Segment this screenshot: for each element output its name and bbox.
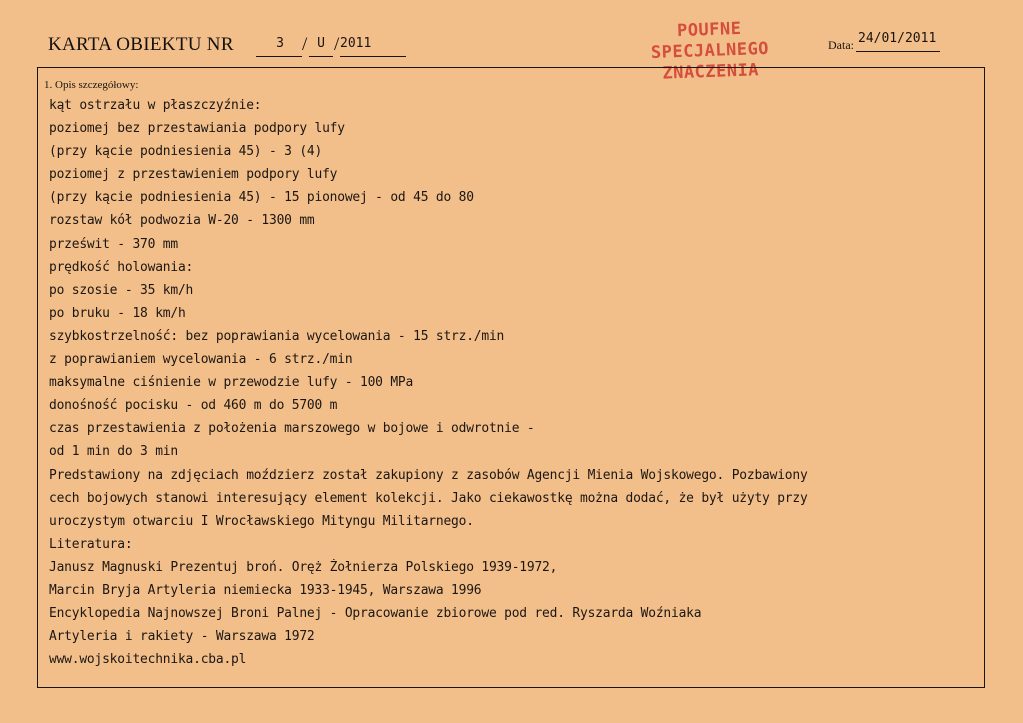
description-line: z poprawianiem wycelowania - 6 strz./min <box>49 352 353 368</box>
section-label: 1. Opis szczegółowy: <box>44 79 139 91</box>
description-line: maksymalne ciśnienie w przewodzie lufy - 100 MPa <box>49 375 414 391</box>
description-line: uroczystym otwarciu I Wrocławskiego Mityngu Militarnego. <box>49 513 474 529</box>
description-line: Marcin Bryja Artyleria niemiecka 1933-1945, Warszawa 1996 <box>49 582 482 598</box>
description-line: cech bojowych stanowi interesujący element kolekcji. Jako ciekawostkę można dodać, że był użyty przy <box>49 490 808 506</box>
description-line: rozstaw kół podwozia W-20 - 1300 mm <box>49 213 315 229</box>
description-line: szybkostrzelność: bez poprawiania wycelowania - 15 strz./min <box>49 328 505 344</box>
description-body <box>49 94 979 671</box>
card-number-part-3: 2011 <box>340 36 372 51</box>
card-title: KARTA OBIEKTU NR <box>48 34 234 55</box>
card-number-line-2 <box>309 56 333 57</box>
stamp-line-2: SPECJALNEGO <box>650 38 770 64</box>
stamp-line-1: POUFNE <box>676 18 742 42</box>
description-line: donośność pocisku - od 460 m do 5700 m <box>49 398 338 414</box>
description-line: poziomej bez przestawiania podpory lufy <box>49 121 345 137</box>
description-line: prędkość holowania: <box>49 259 194 275</box>
description-line: (przy kącie podniesienia 45) - 15 pionowej - od 45 do 80 <box>49 190 474 206</box>
stamp-line-3: ZNACZENIA <box>662 60 760 84</box>
date-underline <box>856 51 940 52</box>
card-number-separator-2: / <box>334 34 340 55</box>
card-number-separator-1: / <box>302 34 308 55</box>
description-line: Literatura: <box>49 536 133 552</box>
description-line: od 1 min do 3 min <box>49 444 178 460</box>
description-line: Predstawiony na zdjęciach moździerz został zakupiony z zasobów Agencji Mienia Wojskowego. Pozbawiony <box>49 467 808 483</box>
card-number-line-1 <box>256 56 302 57</box>
date-value: 24/01/2011 <box>858 31 937 46</box>
description-line: Janusz Magnuski Prezentuj broń. Oręż Żołnierza Polskiego 1939-1972, <box>49 559 558 575</box>
date-label: Data: <box>828 38 854 52</box>
card-number-line-3 <box>340 56 406 57</box>
description-line: czas przestawienia z położenia marszowego w bojowe i odwrotnie - <box>49 421 535 437</box>
card-number-part-2: U <box>317 36 325 51</box>
description-line: po szosie - 35 km/h <box>49 282 194 298</box>
description-line: prześwit - 370 mm <box>49 236 178 252</box>
card-number-part-1: 3 <box>276 36 284 51</box>
description-line: po bruku - 18 km/h <box>49 305 186 321</box>
description-line: Encyklopedia Najnowszej Broni Palnej - Opracowanie zbiorowe pod red. Ryszarda Woźniaka <box>49 606 702 622</box>
description-line: (przy kącie podniesienia 45) - 3 (4) <box>49 144 323 160</box>
description-line: poziomej z przestawieniem podpory lufy <box>49 167 338 183</box>
description-line: www.wojskoitechnika.cba.pl <box>49 652 247 668</box>
description-line: kąt ostrzału w płaszczyźnie: <box>49 98 262 113</box>
description-line: Artyleria i rakiety - Warszawa 1972 <box>49 629 315 645</box>
